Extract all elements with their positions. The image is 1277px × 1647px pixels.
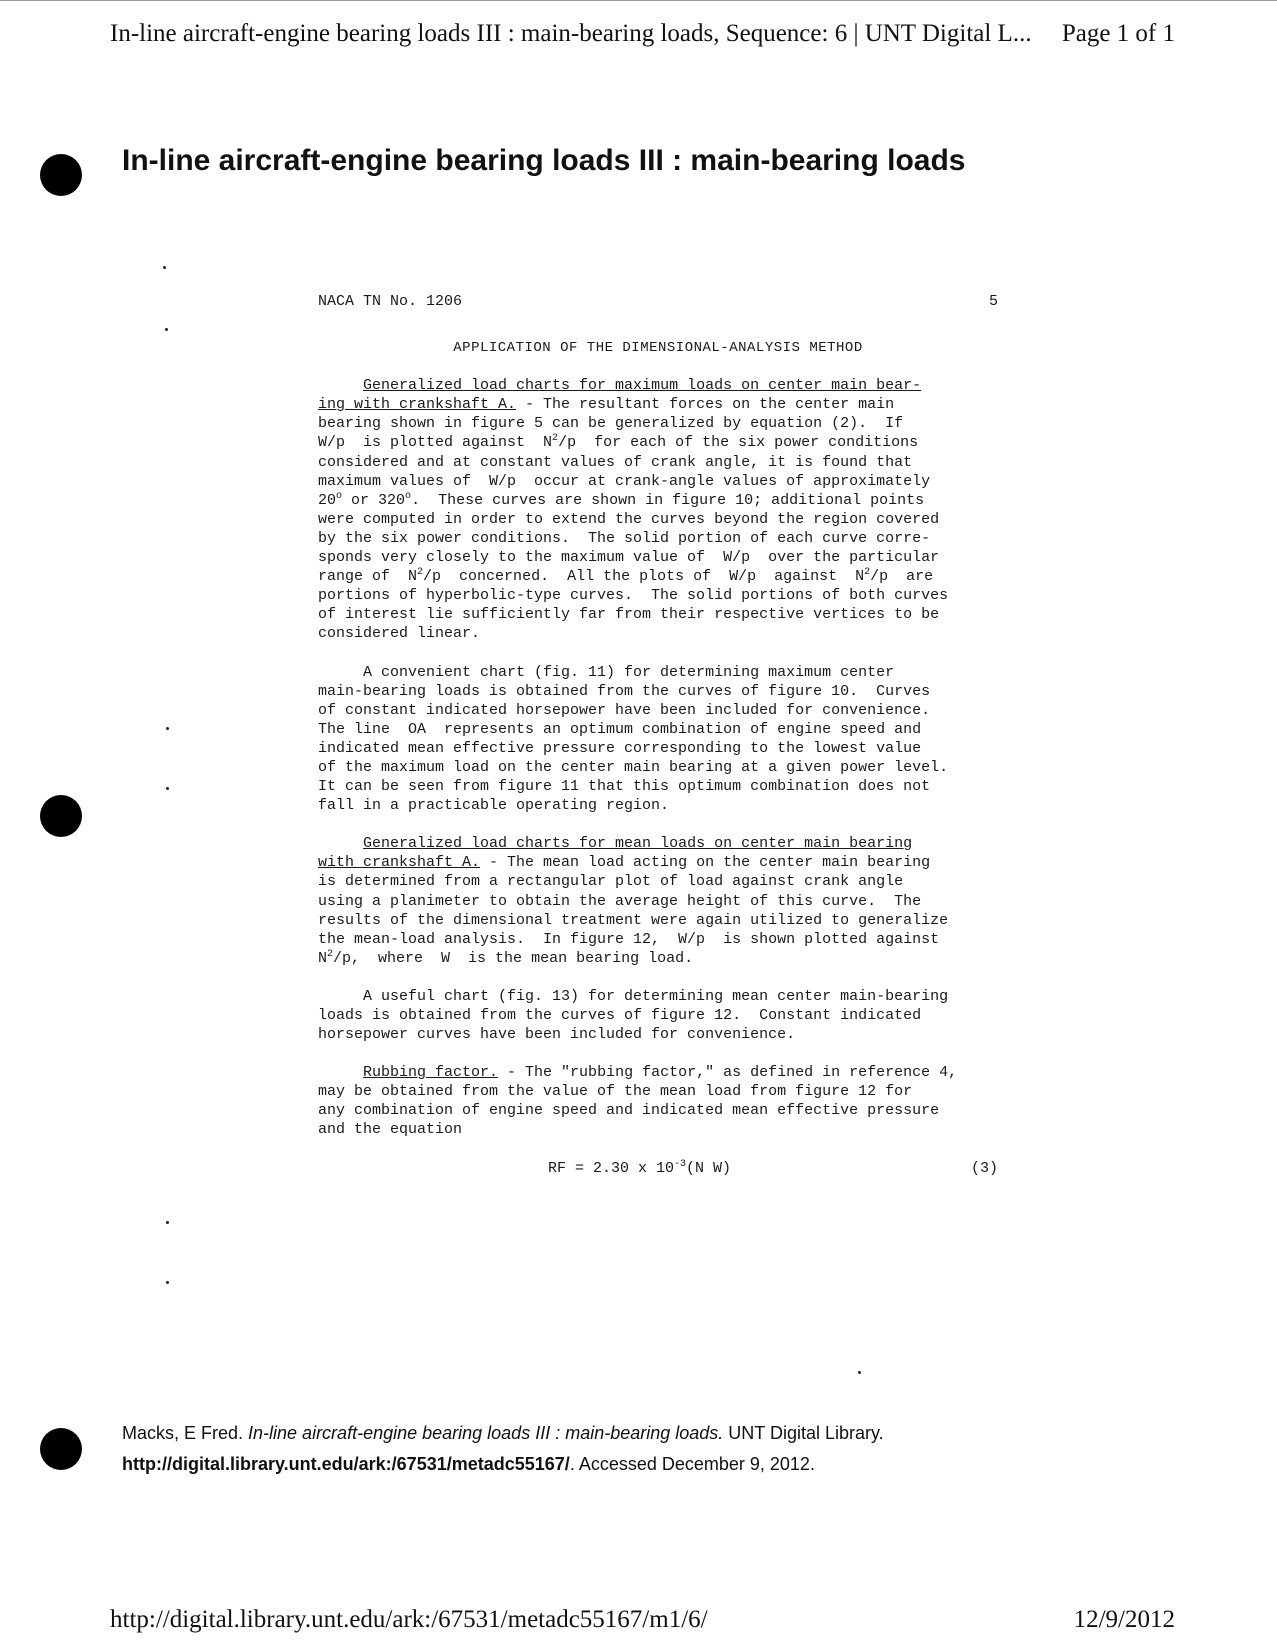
paragraph-rubbing-factor: Rubbing factor. - The "rubbing factor," as defined in reference 4, may be obtained from the value of the mean load from figure 12 for any combination of engine speed and indicated mean effective pressure and the equation: [318, 1064, 958, 1139]
citation: [122, 1418, 1122, 1480]
run-in-heading: Rubbing factor.: [363, 1064, 499, 1082]
bullet-dot: [40, 795, 82, 837]
paragraph-mean-loads: Generalized load charts for mean loads on center main bearing with crankshaft A. - The mean load acting on the center main bearing is determined from a rectangular plot of load against crank angle using a planimeter to obtain the average height of this curve. The results of the dimensional treatment were again utilized to generalize the mean-load analysis. In figure 12, W/p is shown plotted against $N^2/p$, where W is the mean bearing load.: [318, 835, 949, 967]
equation-3: [318, 1159, 998, 1178]
print-header: [110, 20, 1175, 48]
run-in-heading: Generalized load charts for mean loads on center main bearing: [363, 835, 913, 853]
print-header-title: In-line aircraft-engine bearing loads III : main-bearing loads, Sequence: 6 | UNT Digital L...: [110, 20, 1032, 47]
print-footer-url: http://digital.library.unt.edu/ark:/67531/metadc55167/m1/6/: [110, 1606, 708, 1633]
scanned-page: [318, 292, 1038, 1178]
citation-publisher: UNT Digital Library.: [723, 1423, 884, 1443]
top-rule: [0, 0, 1277, 1]
bullet-dot: [40, 154, 82, 196]
paragraph-convenient-chart: A convenient chart (fig. 11) for determining maximum center main-bearing loads is obtained from the curves of figure 10. Curves of constant indicated horsepower have been included for convenience. The line OA represents an optimum combination of engine speed and indicated mean effective pressure corresponding to the lowest value of the maximum load on the center main bearing at a given power level. It can be seen from figure 11 that this optimum combination does not fall in a practicable operating region.: [318, 663, 949, 815]
paragraph-useful-chart: A useful chart (fig. 13) for determining mean center main-bearing loads is obtained from the curves of figure 12. Constant indicated horsepower curves have been included for convenience.: [318, 987, 949, 1044]
citation-accessed: . Accessed December 9, 2012.: [569, 1454, 815, 1474]
print-footer-date: 12/9/2012: [1073, 1606, 1175, 1633]
citation-url-link[interactable]: http://digital.library.unt.edu/ark:/67531/metadc55167/: [122, 1454, 570, 1474]
citation-author: Macks, E Fred.: [122, 1423, 249, 1443]
bullet-dot: [40, 1428, 82, 1470]
scan-page-header: [318, 292, 998, 311]
scan-page-number: 5: [988, 293, 998, 310]
equation-number: (3): [970, 1159, 998, 1177]
paragraph-max-loads: Generalized load charts for maximum loads on center main bear- ing with crankshaft A. - The resultant forces on the center main bearing shown in figure 5 can be generalized by equation (2). If W/p is plotted against $N^2/p$ for each of the six power conditions considered and at constant values of crank angle, it is found that maximum values of W/p occur at crank-angle values of approximately 20$^o$ or 320$^o$. These curves are shown in figure 10; additional points were computed in order to extend the curves beyond the region covered by the six power conditions. The solid portion of each curve corre- sponds very closely to the maximum value of W/p over the particular range of $N^2/p$ concerned. All the plots of W/p against $N^2/p$ are portions of hyperbolic-type curves. The solid portions of both curves of interest lie sufficiently far from their respective vertices to be considered linear.: [318, 377, 949, 643]
document-title: In-line aircraft-engine bearing loads III : main-bearing loads: [122, 144, 966, 177]
equation-body: RF = 2.30 x $10^{-3}(N$ W): [548, 1158, 732, 1177]
report-id: NACA TN No. 1206: [318, 293, 463, 310]
run-in-heading: Generalized load charts for maximum loads on center main bear-: [363, 377, 922, 395]
section-heading: APPLICATION OF THE DIMENSIONAL-ANALYSIS METHOD: [453, 340, 863, 357]
citation-title: In-line aircraft-engine bearing loads III : main-bearing loads.: [248, 1423, 724, 1443]
print-header-page: Page 1 of 1: [1061, 20, 1175, 47]
print-footer: [110, 1606, 1175, 1634]
